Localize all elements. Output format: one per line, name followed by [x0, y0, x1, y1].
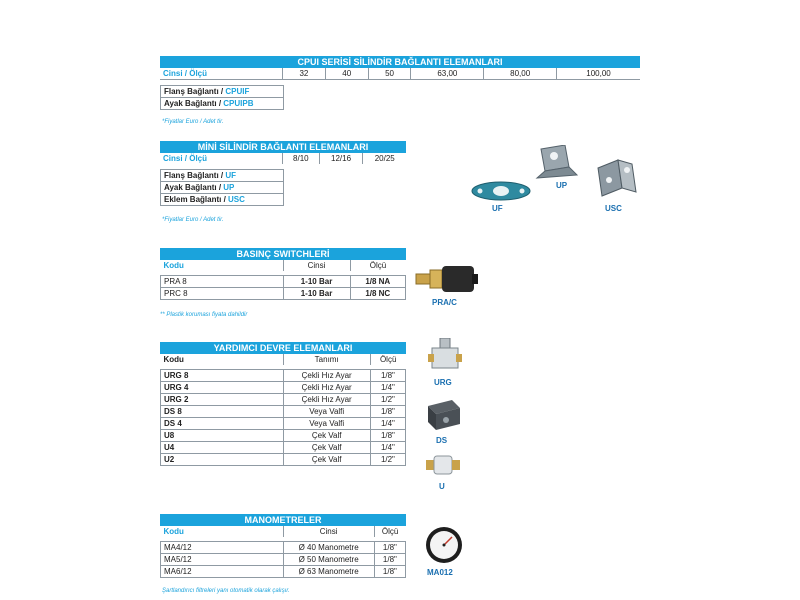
basinc-header-cell: Ölçü	[350, 260, 405, 271]
row-type: Ø 50 Manometre	[283, 554, 374, 566]
table-row	[161, 170, 284, 182]
row-code: PRC 8	[161, 288, 284, 300]
uf-flange-image	[470, 178, 532, 204]
table-row	[161, 454, 406, 466]
row-size: 1/8 NC	[350, 288, 405, 300]
row-type: 1-10 Bar	[283, 288, 350, 300]
basinc-header-cell: Kodu	[163, 261, 184, 270]
row-name: Ayak Bağlantı /	[164, 99, 224, 108]
cpui-title: CPUI SERİSİ SİLİNDİR BAĞLANTI ELEMANLARI	[160, 56, 640, 68]
mini-header-cell: 20/25	[363, 153, 406, 164]
row-type: Çekli Hız Ayar	[283, 394, 370, 406]
table-row	[161, 442, 406, 454]
u-label: U	[439, 482, 445, 491]
mini-header-cell: 12/16	[319, 153, 363, 164]
row-name: Ayak Bağlantı /	[164, 183, 224, 192]
row-type: Ø 40 Manometre	[283, 542, 374, 554]
row-code: U4	[161, 442, 284, 454]
yardimci-header-cell: Tanımı	[283, 354, 370, 365]
manometre-note: Şartlandırıcı filtreleri yanı otomatik olarak çalışır.	[162, 588, 290, 594]
row-code: MA4/12	[161, 542, 284, 554]
table-row	[161, 566, 406, 578]
basinc-note: ** Plastik koruması fiyata dahildir	[160, 312, 248, 318]
row-type: Çekli Hız Ayar	[283, 382, 370, 394]
row-code: MA5/12	[161, 554, 284, 566]
basinc-title: BASINÇ SWITCHLERİ	[160, 248, 406, 260]
row-size: 1/2"	[370, 394, 405, 406]
row-code: URG 2	[161, 394, 284, 406]
pressure-switch-image	[414, 262, 480, 296]
row-size: 1/4"	[370, 382, 405, 394]
row-name: Flanş Bağlantı /	[164, 171, 226, 180]
row-type: Veya Valfi	[283, 406, 370, 418]
manometre-header-cell: Kodu	[163, 527, 184, 536]
row-size: 1/8"	[370, 406, 405, 418]
cpui-header-cell: 32	[283, 68, 326, 80]
up-label: UP	[556, 181, 568, 190]
manometre-header-cell: Cinsi	[283, 526, 374, 537]
cpui-header-cell: 63,00	[411, 68, 484, 80]
row-code: USC	[228, 195, 245, 204]
table-row	[161, 288, 406, 300]
basinc-section	[160, 248, 406, 300]
row-size: 1/8"	[374, 566, 405, 578]
row-name: Eklem Bağlantı /	[164, 195, 229, 204]
basinc-header-cell: Cinsi	[283, 260, 350, 271]
usc-clevis-image	[592, 158, 638, 200]
row-name: Flanş Bağlantı /	[164, 87, 226, 96]
row-code: PRA 8	[161, 276, 284, 288]
row-size: 1/8"	[370, 370, 405, 382]
pra-label: PRA/C	[432, 298, 457, 307]
row-code: DS 4	[161, 418, 284, 430]
row-code: U2	[161, 454, 284, 466]
table-row	[161, 418, 406, 430]
row-type: Ø 63 Manometre	[283, 566, 374, 578]
mini-section	[160, 141, 406, 206]
mini-table	[160, 153, 406, 164]
row-size: 1/8"	[374, 554, 405, 566]
manometre-table	[160, 526, 406, 578]
row-size: 1/8"	[370, 430, 405, 442]
cpui-header-cell: 40	[325, 68, 368, 80]
yardimci-section	[160, 342, 406, 466]
table-row	[161, 554, 406, 566]
ds-valve-image	[424, 398, 462, 432]
cpui-header-cell: 100,00	[557, 68, 640, 80]
cpui-header-cell: 50	[368, 68, 411, 80]
row-type: Çek Valf	[283, 454, 370, 466]
mini-header-cell: Cinsi / Ölçü	[163, 154, 208, 163]
row-code: UF	[225, 171, 237, 180]
row-type: Veya Valfi	[283, 418, 370, 430]
row-size: 1/4"	[370, 442, 405, 454]
manometre-title: MANOMETRELER	[160, 514, 406, 526]
mini-rows	[160, 169, 284, 206]
mini-header-cell: 8/10	[283, 153, 320, 164]
cpui-note: *Fiyatlar Euro / Adet tir.	[162, 119, 224, 125]
cpui-table	[160, 68, 640, 80]
urg-label: URG	[434, 378, 452, 387]
row-code: CPUIF	[225, 87, 250, 96]
row-type: 1-10 Bar	[283, 276, 350, 288]
yardimci-header-cell: Kodu	[163, 355, 184, 364]
mini-note: *Fiyatlar Euro / Adet tir.	[162, 217, 224, 223]
row-code: U8	[161, 430, 284, 442]
row-size: 1/4"	[370, 418, 405, 430]
table-row	[161, 182, 284, 194]
ma012-label: MA012	[427, 568, 453, 577]
table-row	[161, 194, 284, 206]
table-row	[161, 98, 284, 110]
row-code: UP	[223, 183, 235, 192]
row-size: 1/8"	[374, 542, 405, 554]
manometre-header-cell: Ölçü	[374, 526, 405, 537]
table-row	[161, 382, 406, 394]
u-check-valve-image	[424, 452, 462, 478]
row-type: Çek Valf	[283, 442, 370, 454]
row-size: 1/2"	[370, 454, 405, 466]
cpui-section	[160, 56, 640, 110]
row-type: Çek Valf	[283, 430, 370, 442]
cpui-header-cell: 80,00	[484, 68, 557, 80]
manometer-gauge-image	[424, 525, 464, 565]
row-type: Çekli Hız Ayar	[283, 370, 370, 382]
row-code: URG 4	[161, 382, 284, 394]
row-code: DS 8	[161, 406, 284, 418]
table-row	[161, 430, 406, 442]
row-size: 1/8 NA	[350, 276, 405, 288]
uf-label: UF	[492, 204, 503, 213]
row-code: CPUIPB	[223, 99, 254, 108]
yardimci-table	[160, 354, 406, 466]
cpui-rows	[160, 85, 284, 110]
basinc-table	[160, 260, 406, 300]
ds-label: DS	[436, 436, 448, 445]
yardimci-title: YARDIMCI DEVRE ELEMANLARI	[160, 342, 406, 354]
table-row	[161, 394, 406, 406]
table-row	[161, 370, 406, 382]
yardimci-header-cell: Ölçü	[370, 354, 405, 365]
manometre-section	[160, 514, 406, 578]
row-code: URG 8	[161, 370, 284, 382]
table-row	[161, 542, 406, 554]
usc-label: USC	[605, 204, 622, 213]
up-foot-image	[533, 145, 579, 179]
row-code: MA6/12	[161, 566, 284, 578]
cpui-header-cell: Cinsi / Ölçü	[163, 69, 208, 78]
table-row	[161, 406, 406, 418]
table-row	[161, 86, 284, 98]
mini-title: MİNİ SİLİNDİR BAĞLANTI ELEMANLARI	[160, 141, 406, 153]
urg-valve-image	[428, 338, 462, 374]
table-row	[161, 276, 406, 288]
